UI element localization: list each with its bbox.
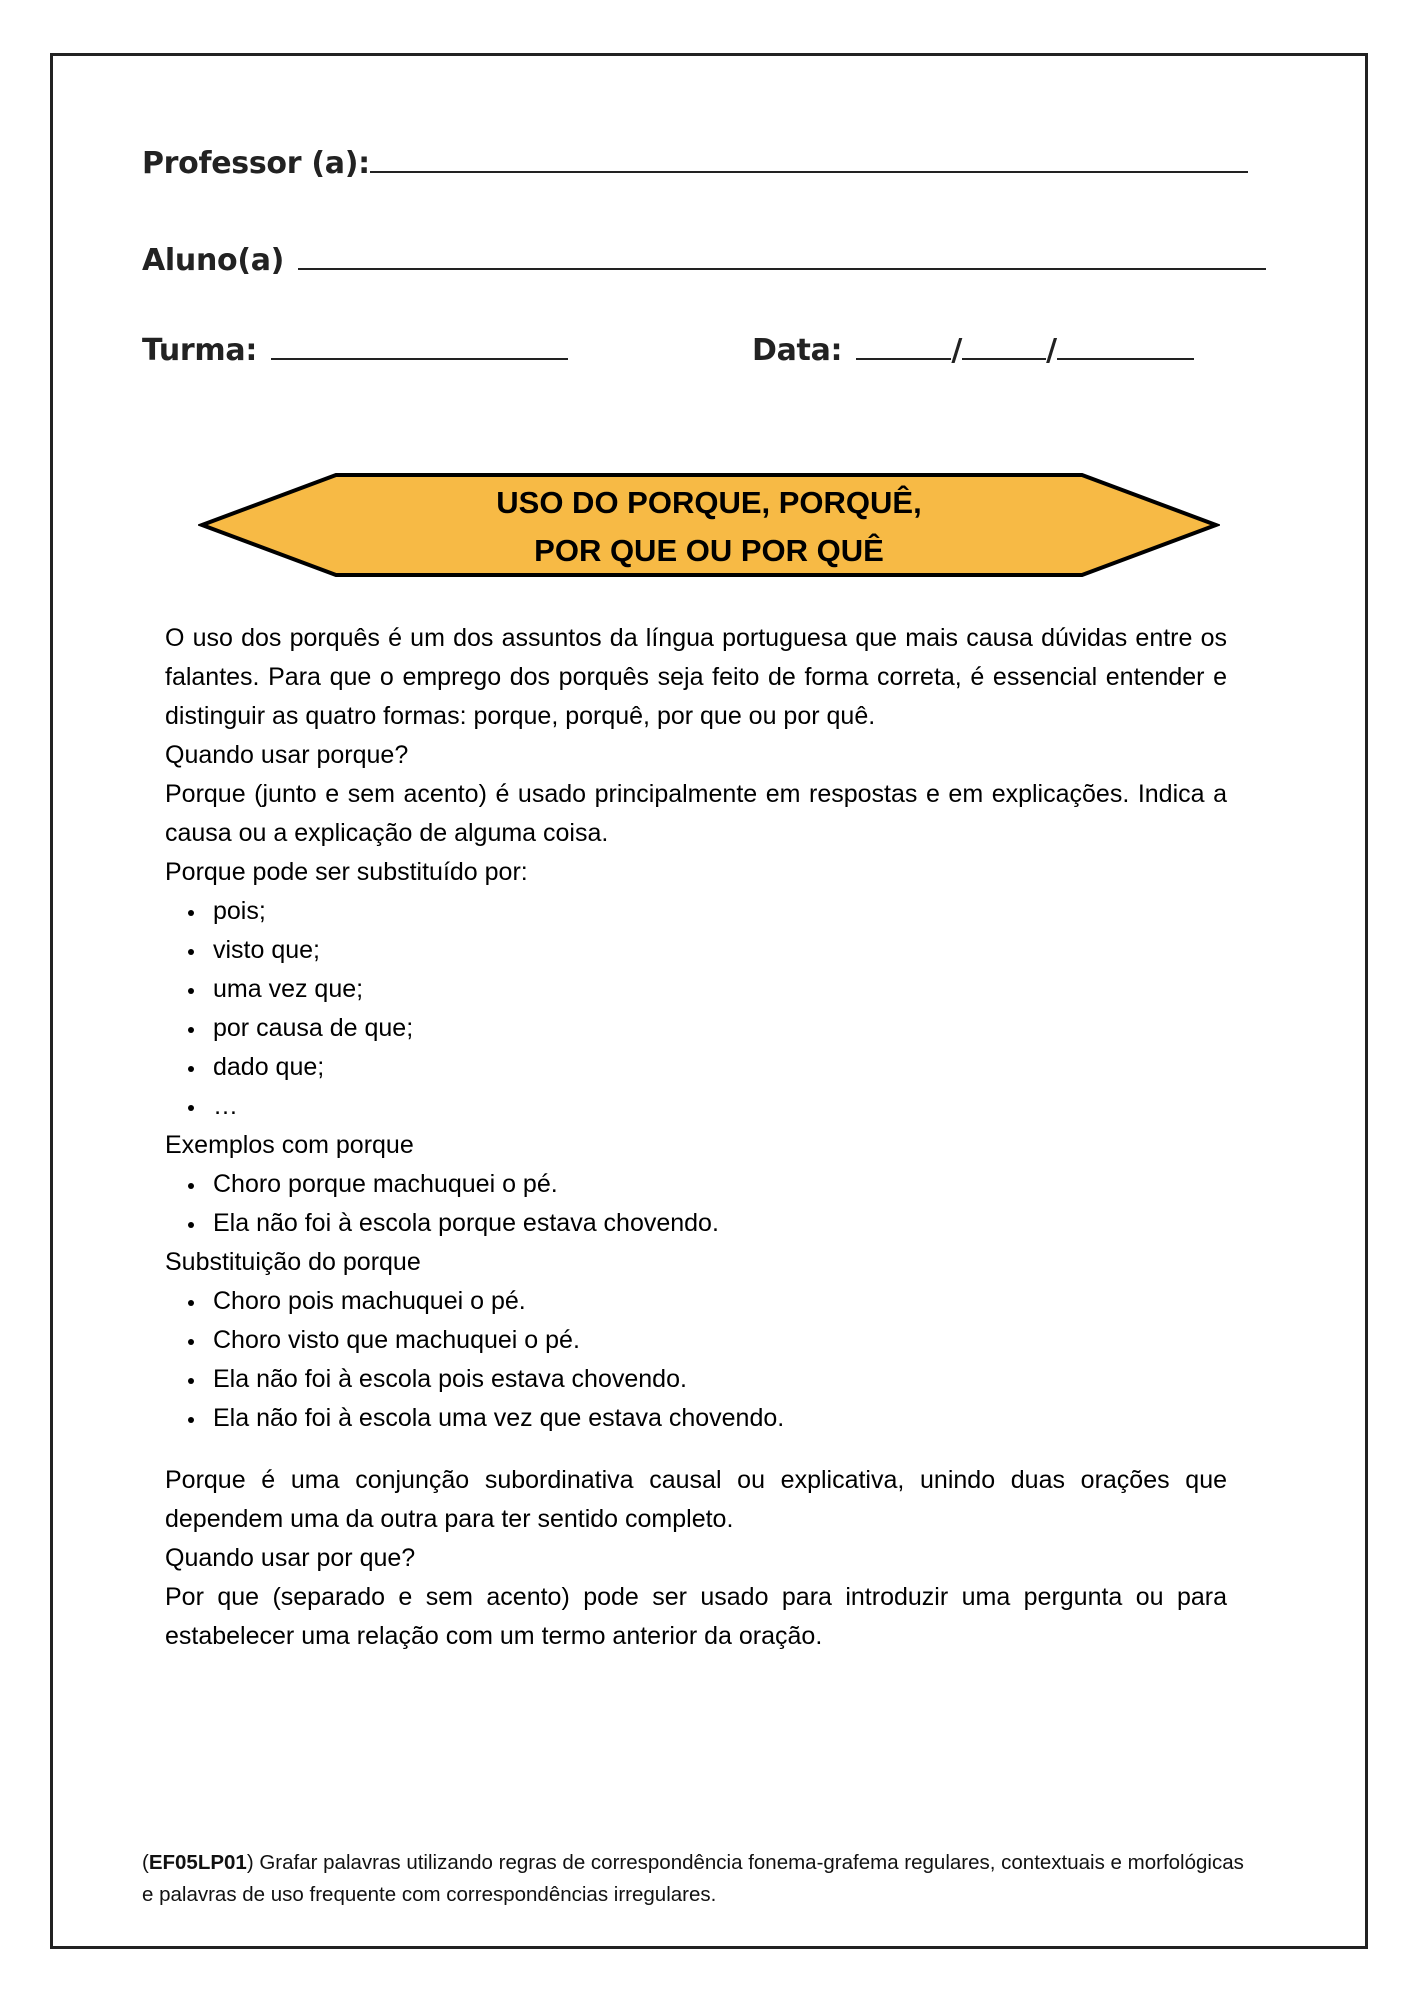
conjunction-paragraph: Porque é uma conjunção subordinativa causal ou explicativa, unindo duas orações que dependem uma da outra para ter sentido completo.	[165, 1466, 1227, 1533]
list-item: pois;	[213, 892, 1227, 931]
replacement-list	[165, 1282, 1227, 1438]
date-month-blank[interactable]	[962, 334, 1046, 360]
paren: (	[142, 1851, 149, 1874]
list-item: …	[213, 1087, 1227, 1126]
date-year-blank[interactable]	[1057, 334, 1194, 360]
data-label: Data:	[752, 333, 843, 368]
spacer	[165, 1438, 1227, 1461]
bncc-skill-footer	[142, 1847, 1258, 1911]
turma-blank-line[interactable]	[271, 334, 568, 360]
turma-label: Turma:	[142, 333, 258, 368]
data-field	[752, 333, 1194, 368]
list-item: visto que;	[213, 931, 1227, 970]
replacement-heading: Substituição do porque	[165, 1248, 421, 1276]
aluno-label: Aluno(a)	[142, 243, 285, 278]
skill-code: EF05LP01	[148, 1851, 247, 1874]
title-line-1: USO DO PORQUE, PORQUÊ,	[496, 485, 922, 520]
substitution-intro: Porque pode ser substituído por:	[165, 858, 528, 886]
page-title	[198, 479, 1220, 575]
professor-field	[142, 146, 1248, 181]
list-item: Choro visto que machuquei o pé.	[213, 1321, 1227, 1360]
por-que-explanation: Por que (separado e sem acento) pode ser usado para introduzir uma pergunta ou para estabelecer uma relação com um termo anterior da oração.	[165, 1583, 1227, 1650]
main-content	[165, 619, 1227, 1656]
list-item: Ela não foi à escola uma vez que estava chovendo.	[213, 1399, 1227, 1438]
date-separator: /	[951, 333, 963, 368]
list-item: Choro pois machuquei o pé.	[213, 1282, 1227, 1321]
section-heading-por-que: Quando usar por que?	[165, 1544, 416, 1572]
examples-list	[165, 1165, 1227, 1243]
turma-field	[142, 333, 568, 368]
list-item: Ela não foi à escola pois estava chovendo.	[213, 1360, 1227, 1399]
section-heading-porque: Quando usar porque?	[165, 741, 409, 769]
porque-explanation: Porque (junto e sem acento) é usado principalmente em respostas e em explicações. Indica a causa ou a explicação de alguma coisa.	[165, 780, 1227, 847]
list-item: dado que;	[213, 1048, 1227, 1087]
aluno-blank-line[interactable]	[298, 244, 1266, 270]
substitution-list	[165, 892, 1227, 1126]
list-item: Choro porque machuquei o pé.	[213, 1165, 1227, 1204]
date-day-blank[interactable]	[856, 334, 951, 360]
title-line-2: POR QUE OU POR QUÊ	[534, 533, 884, 568]
professor-label: Professor (a):	[142, 146, 370, 181]
list-item: Ela não foi à escola porque estava chovendo.	[213, 1204, 1227, 1243]
professor-blank-line[interactable]	[370, 147, 1248, 173]
intro-paragraph: O uso dos porquês é um dos assuntos da língua portuguesa que mais causa dúvidas entre os falantes. Para que o emprego dos porquês seja feito de forma correta, é essencial entender e distinguir as quatro formas: porque, porquê, por que ou por quê.	[165, 624, 1227, 730]
examples-heading: Exemplos com porque	[165, 1131, 414, 1159]
list-item: por causa de que;	[213, 1009, 1227, 1048]
aluno-field	[142, 243, 1266, 278]
title-banner	[198, 471, 1220, 579]
list-item: uma vez que;	[213, 970, 1227, 1009]
date-separator: /	[1046, 333, 1057, 368]
skill-description: ) Grafar palavras utilizando regras de correspondência fonema-grafema regulares, contextuais e morfológicas e palavras de uso frequente com correspondências irregulares.	[142, 1851, 1244, 1906]
